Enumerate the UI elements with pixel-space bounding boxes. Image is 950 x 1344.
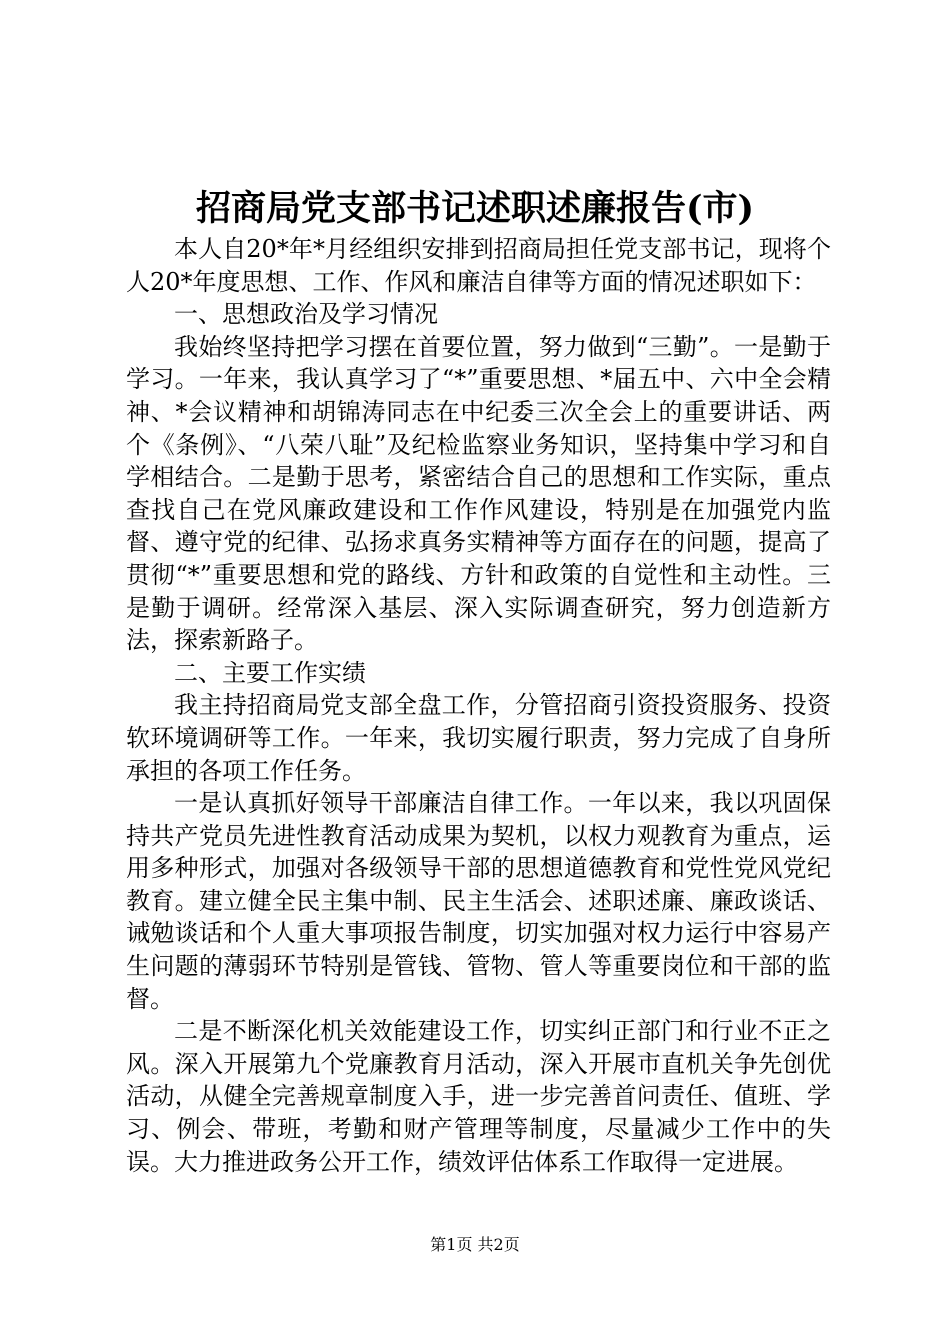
page-footer: 第1页 共2页: [430, 1235, 520, 1254]
document-body: [126, 233, 831, 1178]
paragraph-item-2: 二是不断深化机关效能建设工作，切实纠正部门和行业不正之风。深入开展第九个党廉教育月活动，深入开展市直机关争先创优活动，从健全完善规章制度入手，进一步完善首问责任、值班、学习、例会、带班，考勤和财产管理等制度，尽量减少工作中的失误。大力推进政务公开工作，绩效评估体系工作取得一定进展。: [126, 1017, 831, 1176]
section-heading-2: 二、主要工作实绩: [174, 658, 366, 687]
document-title: 招商局党支部书记述职述廉报告(市): [195, 188, 755, 229]
paragraph-duties: 我主持招商局党支部全盘工作，分管招商引资投资服务、投资软环境调研等工作。一年来，我切实履行职责，努力完成了自身所承担的各项工作任务。: [126, 691, 831, 785]
paragraph-item-1: 一是认真抓好领导干部廉洁自律工作。一年以来，我以巩固保持共产党员先进性教育活动成果为契机，以权力观教育为重点，运用多种形式，加强对各级领导干部的思想道德教育和党性党风党纪教育。建立健全民主集中制、民主生活会、述职述廉、廉政谈话、诫勉谈话和个人重大事项报告制度，切实加强对权力运行中容易产生问题的薄弱环节特别是管钱、管物、管人等重要岗位和干部的监督。: [126, 789, 831, 1013]
paragraph-study: 我始终坚持把学习摆在首要位置，努力做到“三勤”。一是勤于学习。一年来，我认真学习了“*”重要思想、*届五中、六中全会精神、*会议精神和胡锦涛同志在中纪委三次全会上的重要讲话、两个《条例》、“八荣八耻”及纪检监察业务知识，坚持集中学习和自学相结合。二是勤于思考，紧密结合自己的思想和工作实际，重点查找自己在党风廉政建设和工作作风建设，特别是在加强党内监督、遵守党的纪律、弘扬求真务实精神等方面存在的问题，提高了贯彻“*”重要思想和党的路线、方针和政策的自觉性和主动性。三是勤于调研。经常深入基层、深入实际调查研究，努力创造新方法，探索新路子。: [126, 332, 831, 655]
section-heading-1: 一、思想政治及学习情况: [174, 300, 438, 329]
paragraph-intro: 本人自20*年*月经组织安排到招商局担任党支部书记，现将个人20*年度思想、工作、作风和廉洁自律等方面的情况述职如下：: [126, 235, 831, 296]
